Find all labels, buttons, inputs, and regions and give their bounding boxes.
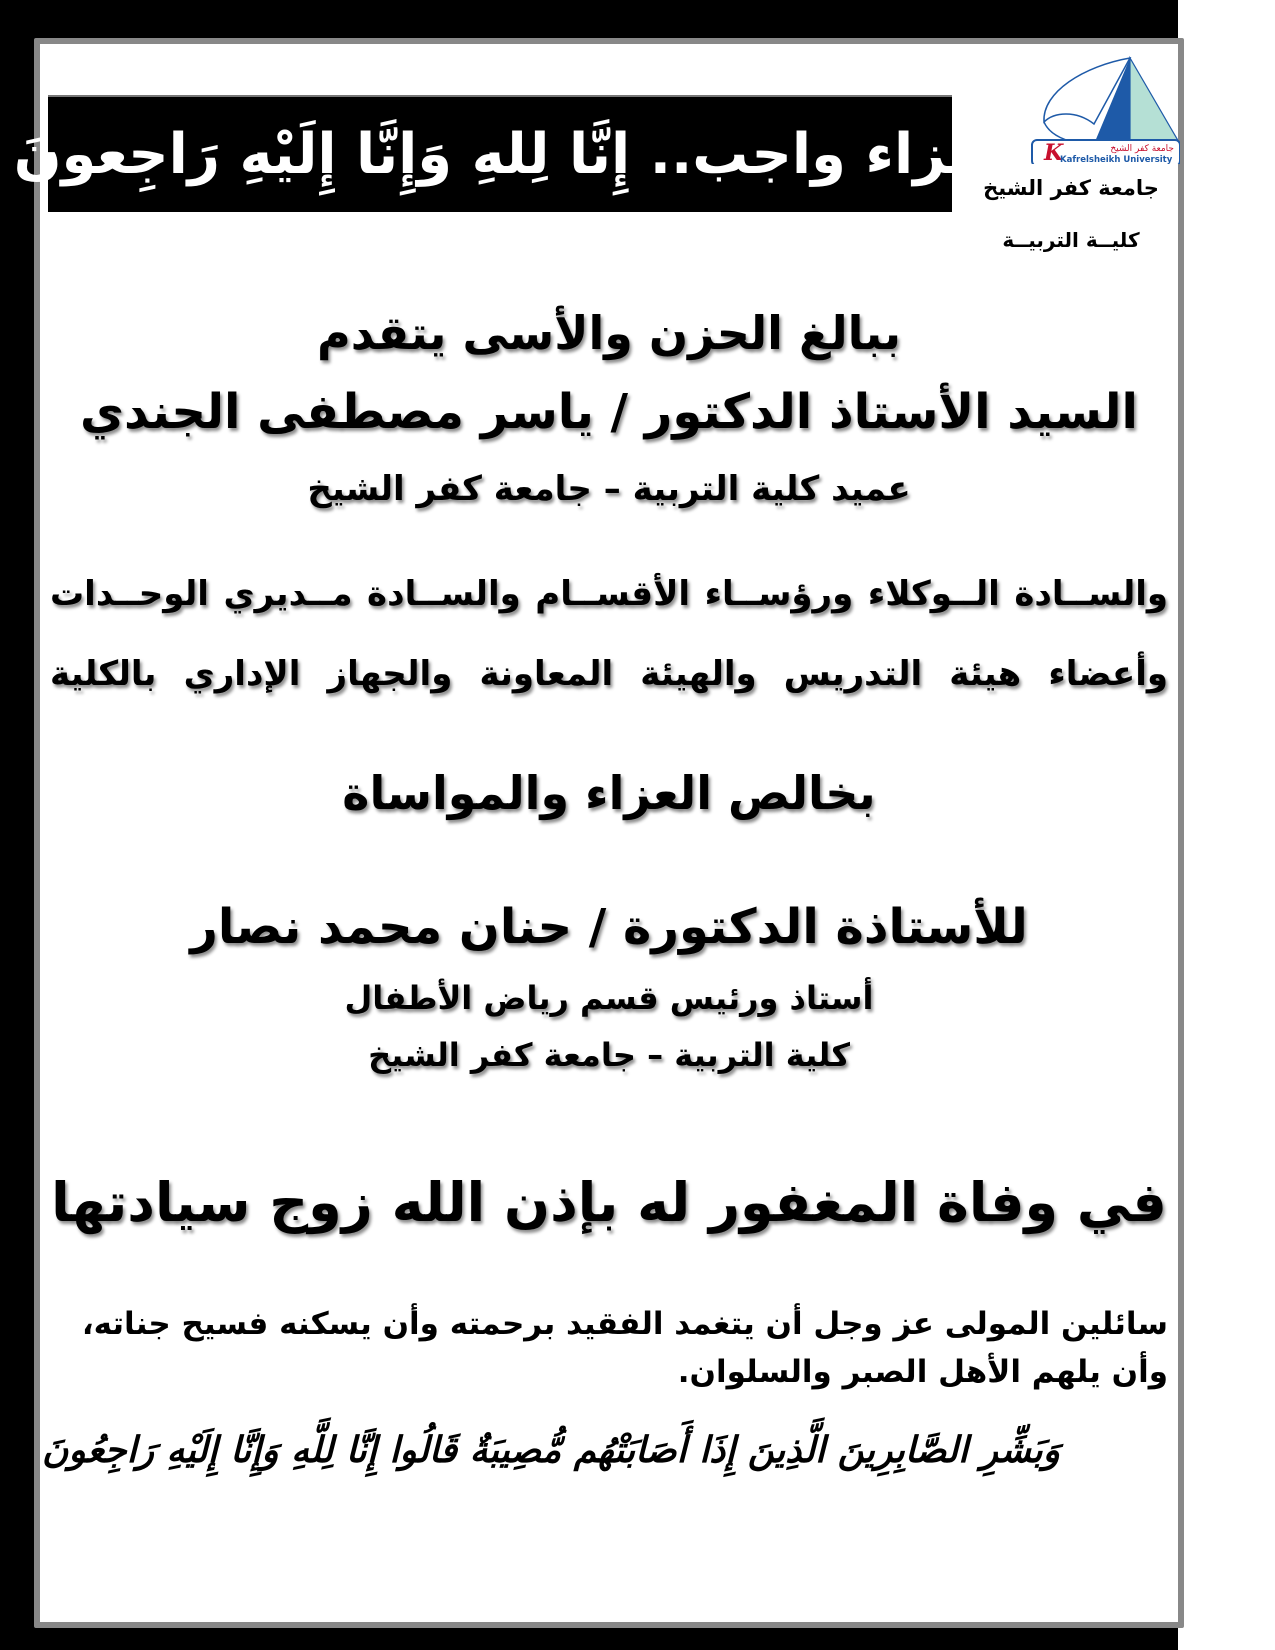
title-banner bbox=[13, 95, 987, 212]
prayer-line-2: وأن يلهم الأهل الصبر والسلوان. bbox=[677, 1354, 1168, 1390]
prayer-line-1: سائلين المولى عز وجل أن يتغمد الفقيد برحمته وأن يسكنه فسيح جناته، bbox=[81, 1306, 1168, 1342]
recipient-role: أستاذ ورئيس قسم رياض الأطفال bbox=[344, 979, 874, 1017]
deceased-line: في وفاة المغفور له بإذن الله زوج سيادتها bbox=[51, 1171, 1167, 1234]
university-logo-icon bbox=[984, 52, 1180, 164]
svg-text:جامعة كفر الشيخ: جامعة كفر الشيخ bbox=[1110, 144, 1174, 154]
recipient-name: للأستاذة الدكتورة / حنان محمد نصار bbox=[190, 899, 1028, 955]
title-text: عزاء واجب.. إِنَّا لِلهِ وَإِنَّا إِلَيْهِ رَاجِعونَ bbox=[13, 122, 987, 187]
condolence-notice-page bbox=[13, 38, 1184, 1628]
recipient-faculty: كلية التربية – جامعة كفر الشيخ bbox=[368, 1036, 850, 1074]
staff-line-2: وأعضاء هيئة التدريس والهيئة المعاونة والجهاز الإداري بالكلية bbox=[50, 654, 1168, 694]
staff-line-1: والســادة الــوكلاء ورؤســاء الأقســام والســادة مــديري الوحــدات bbox=[50, 574, 1168, 614]
intro-line: ببالغ الحزن والأسى يتقدم bbox=[317, 306, 901, 360]
quran-verse: وَبَشِّرِ الصَّابِرِينَ الَّذِينَ إِذَا أَصَابَتْهُم مُّصِيبَةٌ قَالُوا إِنَّا لِلَّهِ وَإِنَّا إِلَيْهِ رَاجِعُونَ bbox=[41, 1429, 1060, 1471]
svg-text:Kafrelsheikh University: Kafrelsheikh University bbox=[1060, 155, 1173, 164]
university-name: جامعة كفر الشيخ bbox=[983, 176, 1159, 200]
dean-name: السيد الأستاذ الدكتور / ياسر مصطفى الجندي bbox=[80, 384, 1138, 440]
faculty-name: كليــة التربيــة bbox=[1002, 228, 1140, 252]
svg-text:K: K bbox=[1044, 140, 1064, 164]
condolence-heading: بخالص العزاء والمواساة bbox=[342, 766, 876, 820]
dean-title: عميد كلية التربية – جامعة كفر الشيخ bbox=[307, 469, 911, 509]
